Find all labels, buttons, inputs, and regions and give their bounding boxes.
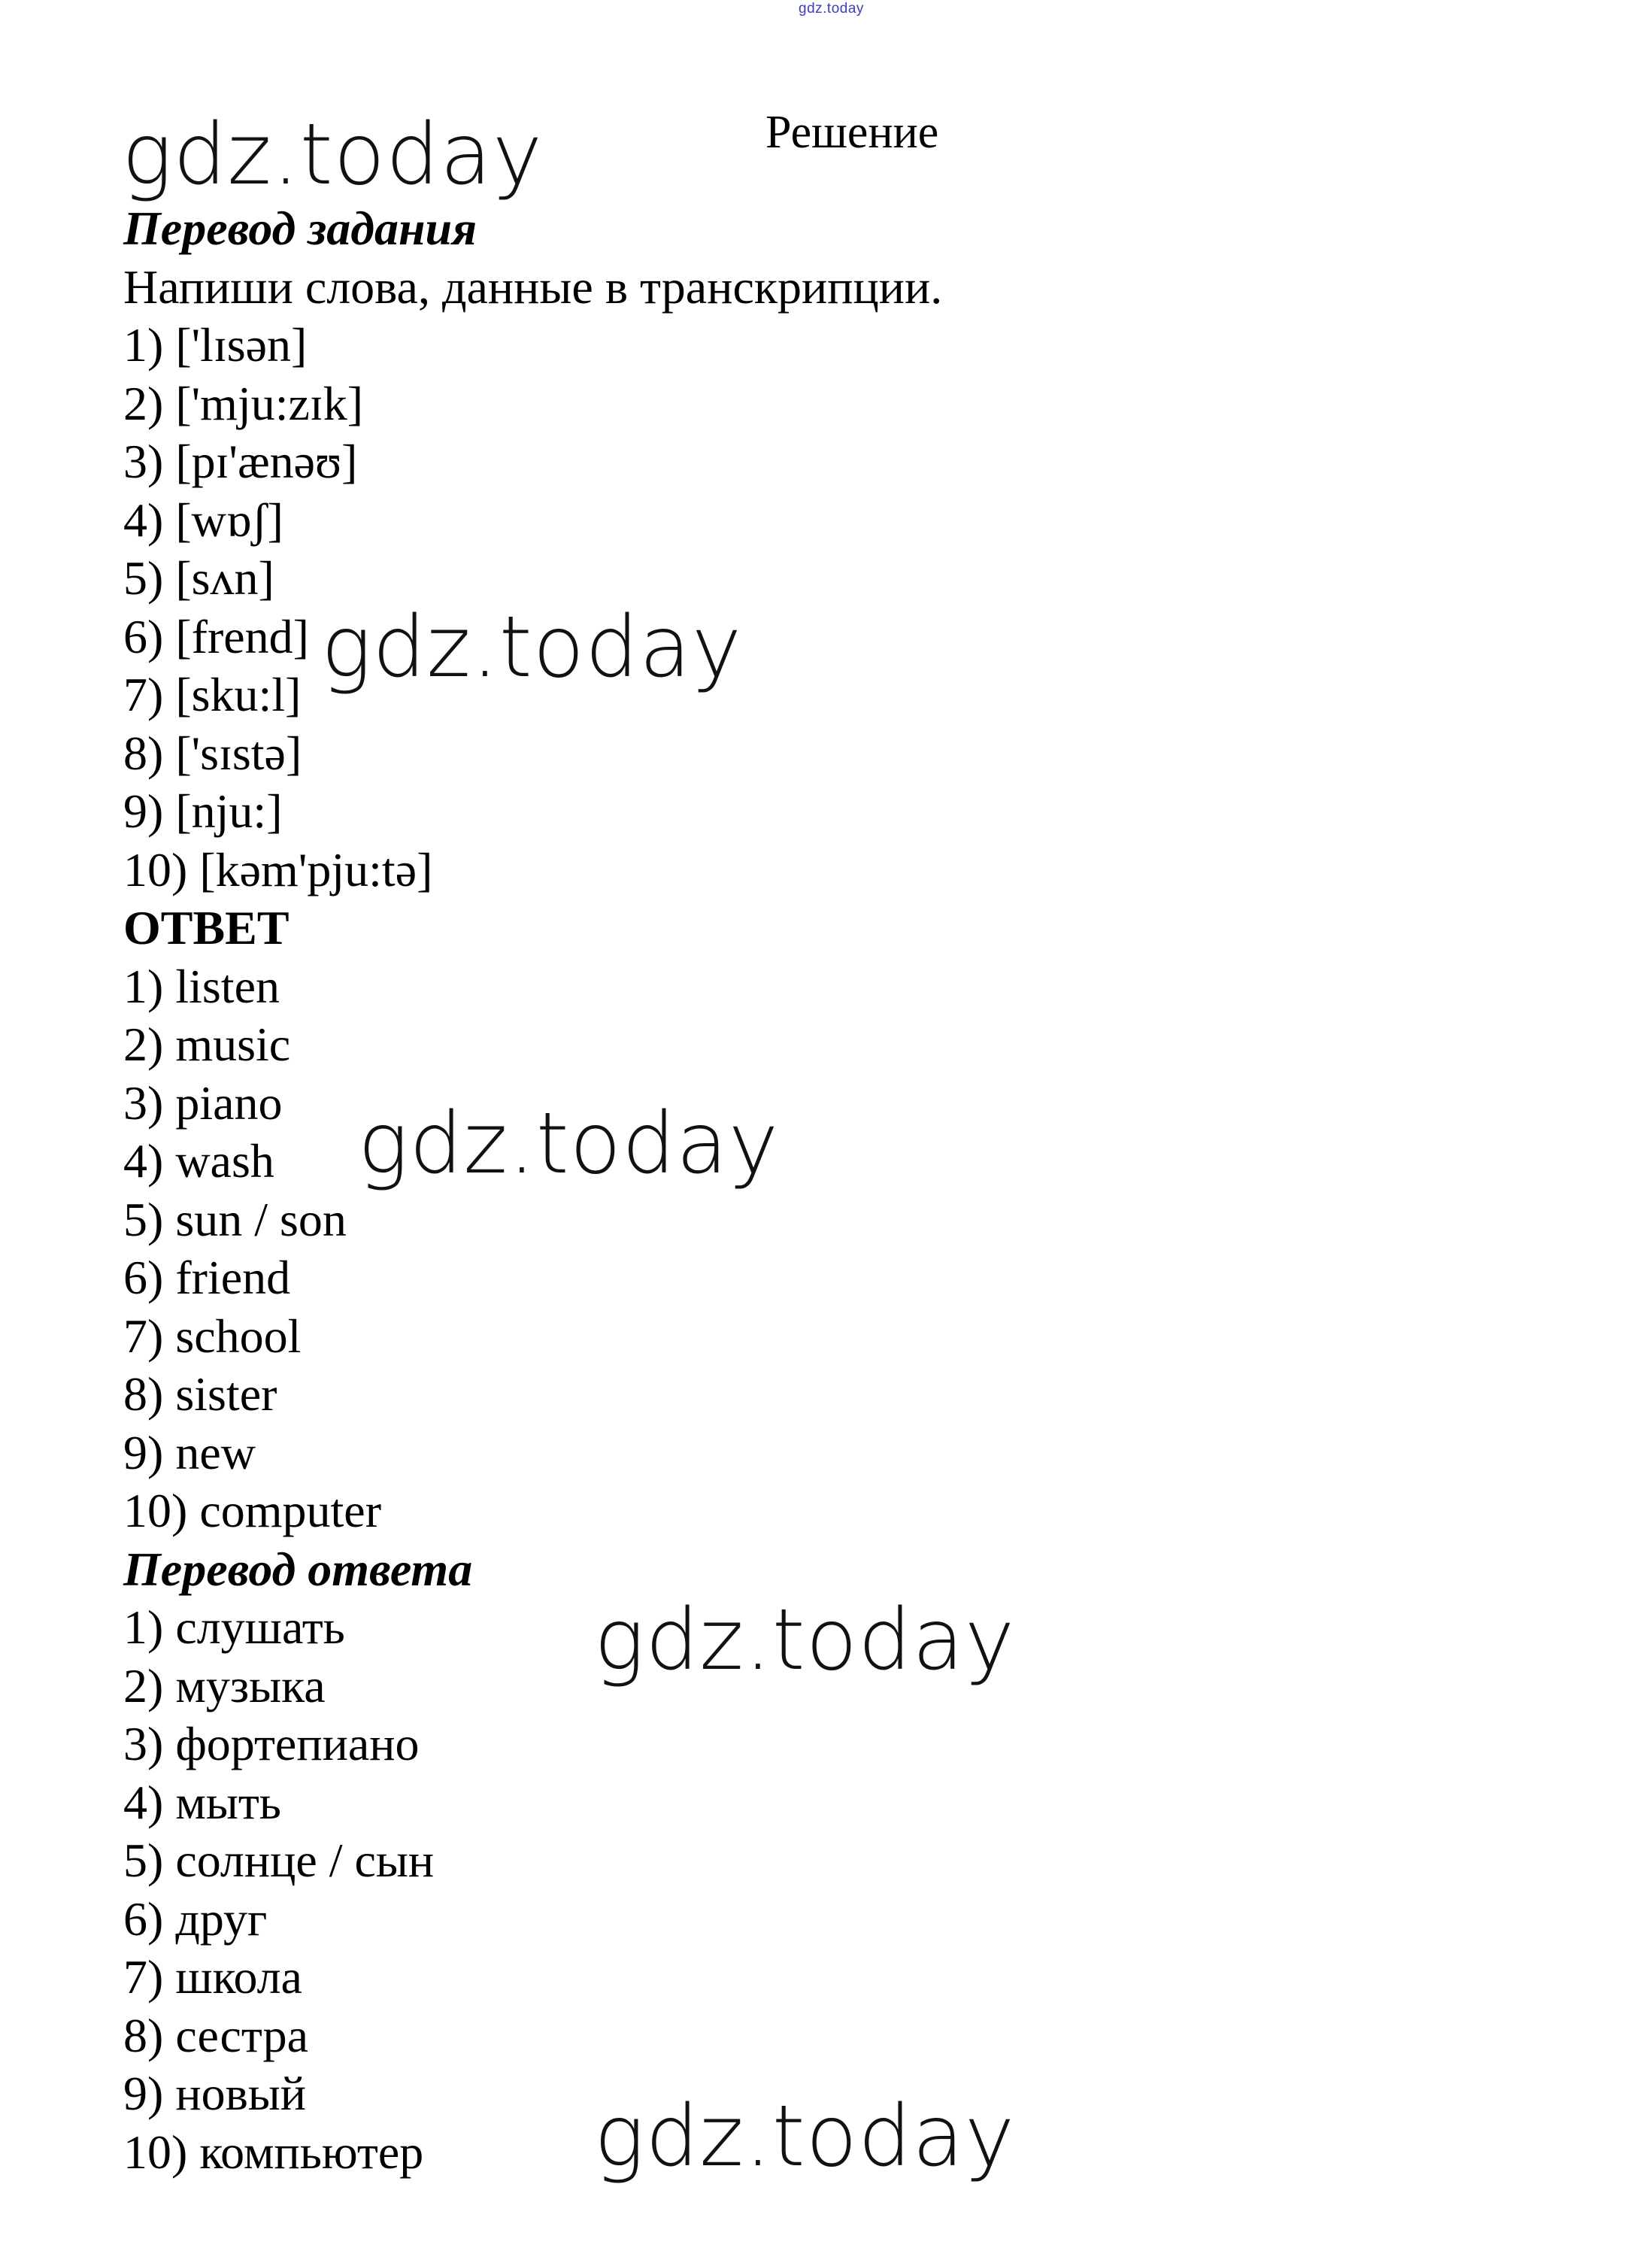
watermark-logo: gdz.today (321, 599, 743, 696)
list-item: 8) ['sɪstə] (123, 726, 302, 780)
task-instruction: Напиши слова, данные в транскрипции. (123, 259, 943, 314)
list-item: 7) school (123, 1309, 302, 1363)
answer-translation-heading: Перевод ответа (123, 1542, 473, 1596)
answer-heading: ОТВЕТ (123, 901, 289, 954)
list-item: 8) сестра (123, 2008, 309, 2062)
top-watermark-text: gdz.today (799, 1, 864, 17)
list-item: 6) друг (123, 1891, 268, 1946)
list-item: 4) [wɒʃ] (123, 493, 283, 547)
list-item: 5) солнце / сын (123, 1834, 435, 1887)
list-item: 2) ['mju:zɪk] (123, 376, 363, 430)
list-item: 3) piano (123, 1075, 283, 1130)
watermark-logo: gdz.today (594, 1591, 1016, 1689)
transcription-list (123, 316, 1552, 899)
task-heading: Перевод задания (123, 202, 477, 255)
list-item: 7) [sku:l] (123, 668, 302, 721)
list-item: 3) [pɪ'ænəʊ] (123, 435, 358, 488)
list-item: 1) ['lɪsən] (123, 318, 308, 372)
answer-translation-list (123, 1591, 1552, 2186)
list-item: 7) школа (123, 1950, 302, 2004)
list-item: 2) music (123, 1018, 291, 1071)
list-item: 6) friend (123, 1251, 291, 1304)
list-item: 10) компьютер (123, 2125, 424, 2179)
watermark-logo: gdz.today (358, 1095, 780, 1193)
list-item: 9) [nju:] (123, 784, 283, 838)
list-item: 9) new (123, 1425, 256, 1479)
list-item: 4) wash (123, 1134, 274, 1188)
list-item: 9) новый (123, 2067, 307, 2120)
list-item: 4) мыть (123, 1775, 281, 1829)
list-item: 8) sister (123, 1367, 277, 1421)
watermark-logo: gdz.today (122, 106, 544, 204)
page-title: Решение (765, 107, 939, 158)
list-item: 10) computer (123, 1484, 381, 1537)
document-body (123, 199, 1552, 2186)
list-item: 1) listen (123, 959, 280, 1013)
list-item: 1) слушать (123, 1600, 345, 1654)
list-item: 6) [frend] (123, 609, 309, 663)
list-item: 5) sun / son (123, 1192, 347, 1246)
list-item: 3) фортепиано (123, 1717, 420, 1770)
answer-list (123, 957, 1552, 1540)
list-item: 5) [sʌn] (123, 551, 274, 605)
list-item: 10) [kəm'pju:tə] (123, 842, 433, 896)
list-item: 2) музыка (123, 1658, 326, 1712)
watermark-logo: gdz.today (594, 2088, 1016, 2186)
